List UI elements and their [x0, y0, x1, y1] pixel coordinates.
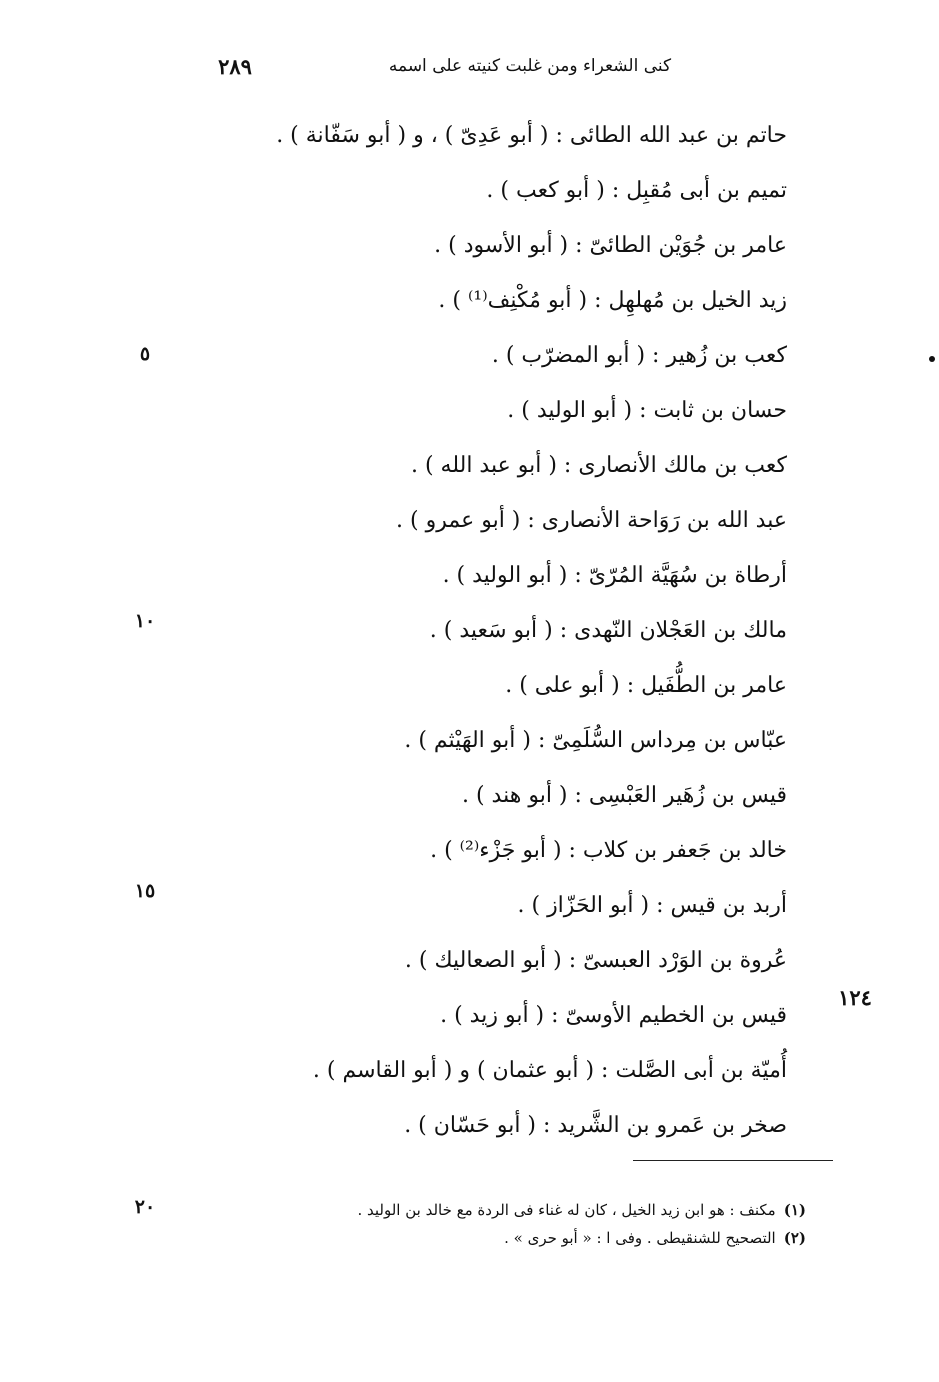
kunya-entry: زيد الخيل بن مُهلهِل : ( أبو مُكْنِف⁽¹⁾ ) . — [438, 288, 787, 313]
footnote-text: مكنف : هو ابن زيد الخيل ، كان له غناء فى الردة مع خالد بن الوليد . — [357, 1201, 776, 1219]
line-number-15: ١٥ — [134, 880, 156, 902]
line-number-10: ١٠ — [134, 610, 156, 632]
kunya-list — [227, 108, 787, 1153]
kunya-entry: عبّاس بن مِرداس السُّلَمِىّ : ( أبو الهَيْثم ) . — [404, 728, 787, 753]
margin-speck — [929, 356, 935, 362]
kunya-entry: تميم بن أبى مُقبِل : ( أبو كعب ) . — [486, 178, 787, 203]
kunya-entry: أربد بن قيس : ( أبو الحَزّاز ) . — [517, 893, 787, 918]
footnote-divider — [633, 1160, 833, 1161]
kunya-entry: حاتم بن عبد الله الطائى : ( أبو عَدِىّ ) ، و ( أبو سَفّانة ) . — [276, 123, 787, 148]
kunya-entry: أُميّة بن أبى الصَّلت : ( أبو عثمان ) و ( أبو القاسم ) . — [312, 1058, 787, 1083]
footnotes — [206, 1196, 806, 1252]
kunya-entry: أرطاة بن سُهَيَّة المُرّىّ : ( أبو الوليد ) . — [442, 563, 787, 588]
page-number: ٢٨٩ — [218, 54, 252, 79]
kunya-entry: كعب بن مالك الأنصارى : ( أبو عبد الله ) . — [410, 453, 787, 478]
footnote — [206, 1196, 806, 1224]
line-number-5: ٥ — [139, 343, 151, 365]
kunya-entry: عبد الله بن رَوَاحة الأنصارى : ( أبو عمرو ) . — [396, 508, 787, 533]
footnote-marker: (١) — [783, 1201, 806, 1219]
footnote-text: التصحيح للشنقيطى . وفى ا : « أبو حرى » . — [504, 1229, 776, 1247]
original-page-reference: ١٢٤ — [838, 985, 872, 1010]
kunya-entry: قيس بن الخطيم الأوسىّ : ( أبو زيد ) . — [440, 1003, 787, 1028]
line-number-20: ٢٠ — [134, 1196, 156, 1218]
kunya-entry: حسان بن ثابت : ( أبو الوليد ) . — [507, 398, 787, 423]
kunya-entry: عُروة بن الوَرْد العبسىّ : ( أبو الصعاليك ) . — [404, 948, 787, 973]
kunya-entry: كعب بن زُهير : ( أبو المضرّب ) . — [491, 343, 787, 368]
kunya-entry: مالك بن العَجْلان النّهدى : ( أبو سَعيد ) . — [429, 618, 787, 643]
kunya-entry: خالد بن جَعفر بن كلاب : ( أبو جَزْء⁽²⁾ ) . — [430, 838, 787, 863]
kunya-entry: عامر بن جُوَيْن الطائىّ : ( أبو الأسود ) . — [434, 233, 787, 258]
kunya-entry: صخر بن عَمرو بن الشَّريد : ( أبو حَسّان ) . — [404, 1113, 787, 1138]
kunya-entry: عامر بن الطُّفَيل : ( أبو على ) . — [505, 673, 787, 698]
running-title: كنى الشعراء ومن غلبت كنيته على اسمه — [388, 56, 672, 76]
footnote — [206, 1224, 806, 1252]
kunya-entry: قيس بن زُهَير العَبْسِى : ( أبو هند ) . — [461, 783, 787, 808]
footnote-marker: (٢) — [783, 1229, 806, 1247]
